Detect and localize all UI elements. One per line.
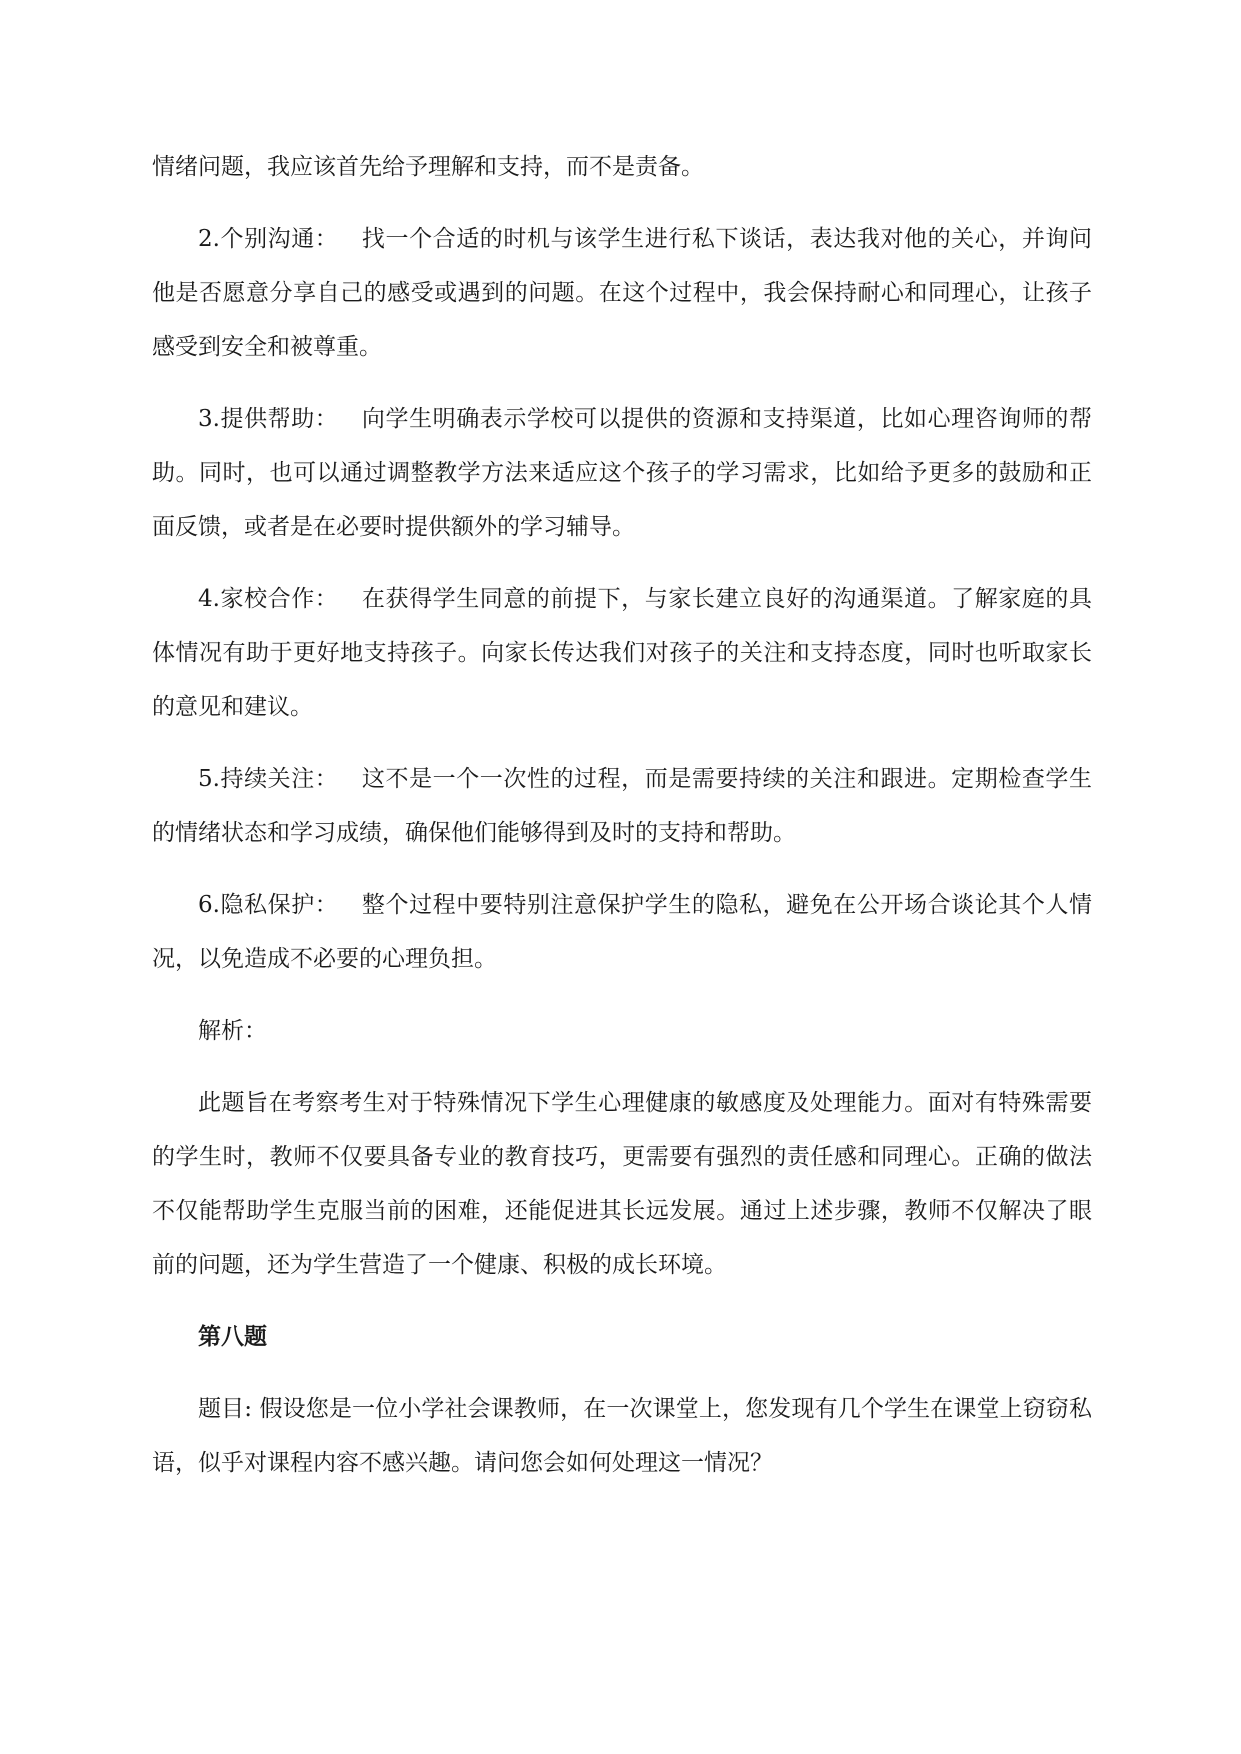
list-item-label: 2.个别沟通：: [198, 226, 339, 252]
heading-text: 第八题: [198, 1324, 267, 1350]
paragraph-text: 向学生明确表示学校可以提供的资源和支持渠道，比如心理咨询师的帮助。同时，也可以通过调整教学方法来适应这个孩子的学习需求，比如给予更多的鼓励和正面反馈，或者是在必要时提供额外的学习辅导。: [152, 406, 1092, 540]
paragraph-emotional-issue: [152, 140, 1092, 194]
paragraph-privacy: [152, 878, 1092, 986]
question-heading: [152, 1310, 1092, 1364]
analysis-label: [152, 1004, 1092, 1058]
paragraph-analysis: [152, 1076, 1092, 1292]
paragraph-text: 情绪问题，我应该首先给予理解和支持，而不是责备。: [152, 154, 704, 180]
paragraph-text: 找一个合适的时机与该学生进行私下谈话，表达我对他的关心，并询问他是否愿意分享自己的感受或遇到的问题。在这个过程中，我会保持耐心和同理心，让孩子感受到安全和被尊重。: [152, 226, 1092, 360]
paragraph-text: 题目: 假设您是一位小学社会课教师，在一次课堂上，您发现有几个学生在课堂上窃窃私语，似乎对课程内容不感兴趣。请问您会如何处理这一情况？: [152, 1396, 1092, 1476]
paragraph-home-school: [152, 572, 1092, 734]
paragraph-text: 整个过程中要特别注意保护学生的隐私，避免在公开场合谈论其个人情况，以免造成不必要的心理负担。: [152, 892, 1092, 972]
paragraph-continuous-attention: [152, 752, 1092, 860]
paragraph-provide-help: [152, 392, 1092, 554]
list-item-label: 3.提供帮助：: [198, 406, 339, 432]
list-item-label: 6.隐私保护：: [198, 892, 339, 918]
paragraph-text: 此题旨在考察考生对于特殊情况下学生心理健康的敏感度及处理能力。面对有特殊需要的学生时，教师不仅要具备专业的教育技巧，更需要有强烈的责任感和同理心。正确的做法不仅能帮助学生克服当前的困难，还能促进其长远发展。通过上述步骤，教师不仅解决了眼前的问题，还为学生营造了一个健康、积极的成长环境。: [152, 1090, 1092, 1278]
paragraph-text: 解析：: [198, 1018, 267, 1044]
paragraph-individual-communication: [152, 212, 1092, 374]
paragraph-text: 在获得学生同意的前提下，与家长建立良好的沟通渠道。了解家庭的具体情况有助于更好地支持孩子。向家长传达我们对孩子的关注和支持态度，同时也听取家长的意见和建议。: [152, 586, 1092, 720]
document-body: [152, 140, 1092, 1508]
paragraph-text: 这不是一个一次性的过程，而是需要持续的关注和跟进。定期检查学生的情绪状态和学习成绩，确保他们能够得到及时的支持和帮助。: [152, 766, 1092, 846]
list-item-label: 4.家校合作：: [198, 586, 339, 612]
paragraph-question: [152, 1382, 1092, 1490]
list-item-label: 5.持续关注：: [198, 766, 339, 792]
